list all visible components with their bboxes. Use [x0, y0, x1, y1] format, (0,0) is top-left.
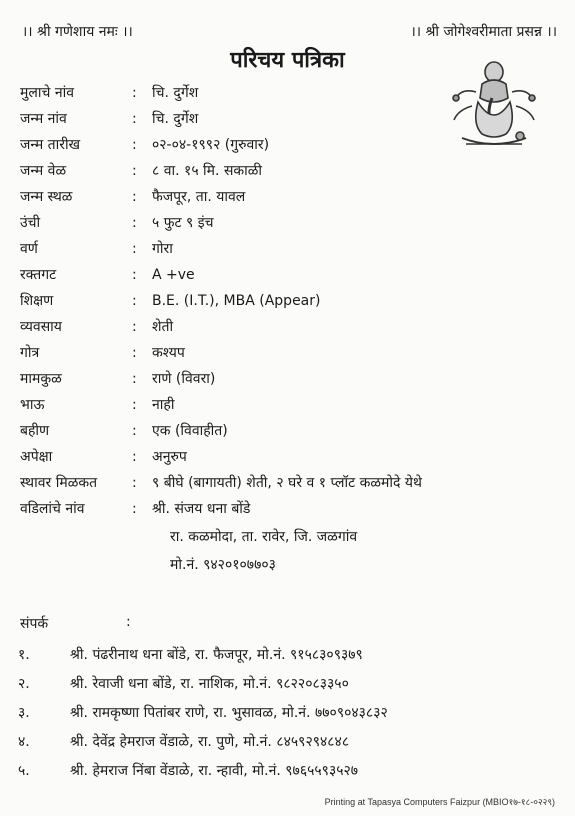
contact-colon: : [126, 614, 131, 630]
detail-colon: : [132, 293, 137, 309]
contact-number: १. [18, 647, 30, 663]
detail-value: चि. दुर्गेश [152, 85, 199, 101]
detail-label: व्यवसाय [20, 319, 62, 335]
detail-value: शेती [152, 319, 174, 335]
detail-colon: : [132, 345, 137, 361]
detail-value: B.E. (I.T.), MBA (Appear) [152, 293, 321, 309]
detail-label: बहीण [20, 423, 50, 439]
father-address: रा. कळमोदा, ता. रावेर, जि. जळगांव [170, 529, 358, 545]
detail-colon: : [132, 189, 137, 205]
detail-label: वर्ण [20, 241, 38, 257]
detail-label: शिक्षण [20, 293, 54, 309]
contact-number: ५. [18, 763, 30, 779]
detail-value: फैजपूर, ता. यावल [152, 189, 246, 205]
detail-value: A +ve [152, 267, 195, 283]
detail-value: कश्यप [152, 345, 185, 361]
ganesha-icon [442, 58, 546, 150]
detail-colon: : [132, 215, 137, 231]
detail-label: उंची [20, 215, 41, 231]
contact-number: ३. [18, 705, 30, 721]
father-mobile: मो.नं. ९४२०१०७७०३ [170, 557, 276, 573]
contact-text: श्री. रेवाजी धना बोंडे, रा. नाशिक, मो.नं. ९८२२०८३३५० [70, 676, 349, 692]
detail-value: ५ फुट ९ इंच [152, 215, 214, 231]
detail-label: स्थावर मिळकत [20, 475, 98, 491]
detail-value: नाही [152, 397, 175, 413]
detail-label: मामकुळ [20, 371, 62, 387]
detail-label: वडिलांचे नांव [20, 501, 85, 517]
contact-text: श्री. हेमराज निंबा वेंडाळे, रा. न्हावी, मो.नं. ९७६५५९३५२७ [70, 763, 359, 779]
detail-value: ०२-०४-१९९२ (गुरुवार) [152, 137, 270, 153]
detail-colon: : [132, 397, 137, 413]
detail-colon: : [132, 319, 137, 335]
detail-label: जन्म तारीख [20, 137, 81, 153]
detail-colon: : [132, 371, 137, 387]
printer-footer: Printing at Tapasya Computers Faizpur (MBIO१७-१८-०२२९) [324, 797, 555, 807]
contact-text: श्री. रामकृष्णा पितांबर राणे, रा. भुसावळ, मो.नं. ७७०९०४३८३२ [70, 705, 388, 721]
detail-colon: : [132, 501, 137, 517]
contact-text: श्री. पंढरीनाथ धना बोंडे, रा. फैजपूर, मो.नं. ९१५८३०९३७९ [70, 647, 363, 663]
detail-label: रक्तगट [20, 267, 57, 283]
detail-value: ९ बीघे (बागायती) शेती, २ घरे व १ प्लॉट कळमोदे येथे [152, 475, 423, 491]
contact-number: २. [18, 676, 30, 692]
contact-number: ४. [18, 734, 30, 750]
detail-label: जन्म स्थळ [20, 189, 73, 205]
detail-label: जन्म नांव [20, 111, 67, 127]
detail-value: अनुरुप [152, 449, 187, 465]
detail-label: गोत्र [20, 345, 40, 361]
detail-colon: : [132, 163, 137, 179]
page-title: परिचय पत्रिका [230, 48, 345, 73]
detail-colon: : [132, 137, 137, 153]
detail-colon: : [132, 241, 137, 257]
header-left-invocation: ।। श्री गणेशाय नमः ।। [22, 24, 133, 40]
contact-text: श्री. देवेंद्र हेमराज वेंडाळे, रा. पुणे, मो.नं. ८४५९२९४८४८ [70, 734, 350, 750]
detail-label: भाऊ [20, 397, 45, 413]
detail-label: जन्म वेळ [20, 163, 67, 179]
detail-value: गोरा [152, 241, 173, 257]
detail-label: मुलाचे नांव [20, 85, 75, 101]
detail-value: एक (विवाहीत) [152, 423, 228, 439]
header-right-invocation: ।। श्री जोगेश्वरीमाता प्रसन्न ।। [410, 24, 557, 40]
detail-colon: : [132, 111, 137, 127]
detail-colon: : [132, 267, 137, 283]
detail-colon: : [132, 85, 137, 101]
detail-colon: : [132, 449, 137, 465]
detail-value: श्री. संजय धना बोंडे [152, 501, 251, 517]
detail-value: राणे (विवरा) [152, 371, 216, 387]
detail-label: अपेक्षा [20, 449, 53, 465]
detail-value: ८ वा. १५ मि. सकाळी [152, 163, 263, 179]
detail-colon: : [132, 423, 137, 439]
detail-colon: : [132, 475, 137, 491]
detail-value: चि. दुर्गेश [152, 111, 199, 127]
contact-label: संपर्क [20, 616, 49, 632]
